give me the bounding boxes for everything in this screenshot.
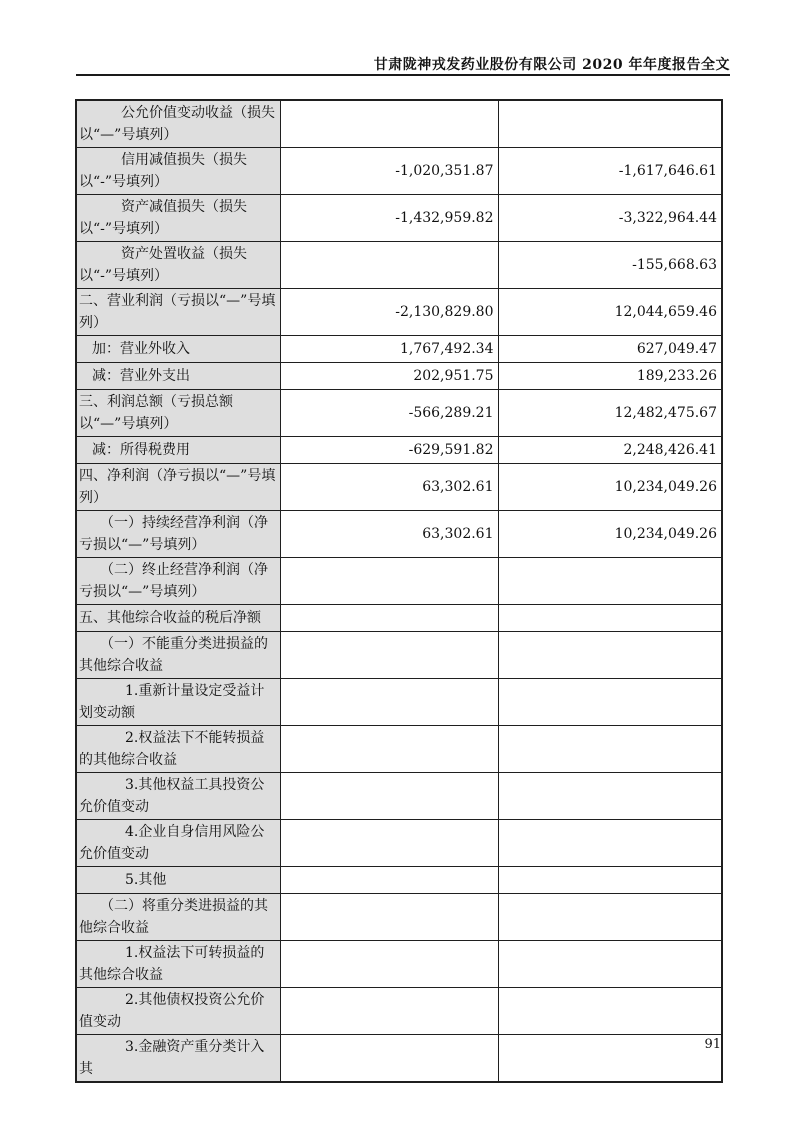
table-row [76,363,722,390]
value-current-period [280,867,498,894]
table-row [76,195,722,242]
header-divider-line [76,74,730,76]
value-prior-period [498,867,722,894]
income-statement-table [75,99,723,1083]
table-row [76,941,722,988]
row-label: 二、营业利润（亏损以“—”号填列） [76,289,280,336]
value-prior-period [498,605,722,632]
table-row [76,867,722,894]
table-row [76,1035,722,1083]
value-current-period [280,558,498,605]
row-label: 3.其他权益工具投资公允价值变动 [76,773,280,820]
row-label: 减：所得税费用 [76,437,280,464]
row-label: 3.金融资产重分类计入其 [76,1035,280,1083]
table-row [76,679,722,726]
value-prior-period [498,988,722,1035]
row-label: 减：营业外支出 [76,363,280,390]
value-current-period [280,242,498,289]
row-label: 四、净利润（净亏损以“—”号填列） [76,464,280,511]
value-prior-period [498,820,722,867]
table-row [76,464,722,511]
value-prior-period: 12,044,659.46 [498,289,722,336]
row-label: 资产处置收益（损失以“-”号填列） [76,242,280,289]
row-label: 资产减值损失（损失以“-”号填列） [76,195,280,242]
table-row [76,148,722,195]
value-current-period [280,820,498,867]
row-label: 加：营业外收入 [76,336,280,363]
value-current-period: 202,951.75 [280,363,498,390]
row-label: （二）将重分类进损益的其他综合收益 [76,894,280,941]
row-label: 2.权益法下不能转损益的其他综合收益 [76,726,280,773]
table-row [76,511,722,558]
value-current-period [280,988,498,1035]
row-label: （一）不能重分类进损益的其他综合收益 [76,632,280,679]
value-current-period: 63,302.61 [280,511,498,558]
value-prior-period: 12,482,475.67 [498,390,722,437]
value-current-period: -1,432,959.82 [280,195,498,242]
value-current-period: -566,289.21 [280,390,498,437]
value-current-period [280,894,498,941]
table-row [76,605,722,632]
row-label: 2.其他债权投资公允价值变动 [76,988,280,1035]
table-row [76,289,722,336]
table-row [76,100,722,148]
table-row [76,988,722,1035]
row-label: 三、利润总额（亏损总额以“—”号填列） [76,390,280,437]
value-current-period [280,1035,498,1083]
value-prior-period [498,773,722,820]
value-prior-period [498,100,722,148]
value-current-period: -1,020,351.87 [280,148,498,195]
row-label: 1.权益法下可转损益的其他综合收益 [76,941,280,988]
value-prior-period [498,894,722,941]
value-prior-period: 627,049.47 [498,336,722,363]
value-prior-period: 10,234,049.26 [498,464,722,511]
value-prior-period: 189,233.26 [498,363,722,390]
value-current-period: 1,767,492.34 [280,336,498,363]
value-prior-period: -3,322,964.44 [498,195,722,242]
value-current-period [280,605,498,632]
value-current-period [280,632,498,679]
row-label: 1.重新计量设定受益计划变动额 [76,679,280,726]
table-row [76,390,722,437]
table-row [76,726,722,773]
value-prior-period [498,726,722,773]
row-label: 五、其他综合收益的税后净额 [76,605,280,632]
value-prior-period: -1,617,646.61 [498,148,722,195]
value-prior-period: 10,234,049.26 [498,511,722,558]
table-row [76,242,722,289]
table-row [76,336,722,363]
row-label: 4.企业自身信用风险公允价值变动 [76,820,280,867]
table-row [76,558,722,605]
value-prior-period: 2,248,426.41 [498,437,722,464]
value-current-period: -629,591.82 [280,437,498,464]
value-current-period [280,679,498,726]
table-row [76,632,722,679]
table-row [76,773,722,820]
value-prior-period [498,679,722,726]
row-label: 5.其他 [76,867,280,894]
table-row [76,437,722,464]
value-current-period [280,100,498,148]
value-prior-period: -155,668.63 [498,242,722,289]
value-current-period: 63,302.61 [280,464,498,511]
report-header-title: 甘肃陇神戎发药业股份有限公司 2020 年年度报告全文 [373,57,730,73]
row-label: （一）持续经营净利润（净亏损以“—”号填列） [76,511,280,558]
value-prior-period [498,632,722,679]
table-row [76,894,722,941]
row-label: 信用减值损失（损失以“-”号填列） [76,148,280,195]
value-prior-period [498,558,722,605]
value-current-period [280,773,498,820]
table-row [76,820,722,867]
page-number: 91 [704,1037,721,1052]
row-label: （二）终止经营净利润（净亏损以“—”号填列） [76,558,280,605]
value-prior-period [498,941,722,988]
row-label: 公允价值变动收益（损失以“—”号填列） [76,100,280,148]
income-statement-rows [76,100,722,1082]
value-current-period: -2,130,829.80 [280,289,498,336]
value-prior-period [498,1035,722,1083]
value-current-period [280,941,498,988]
value-current-period [280,726,498,773]
